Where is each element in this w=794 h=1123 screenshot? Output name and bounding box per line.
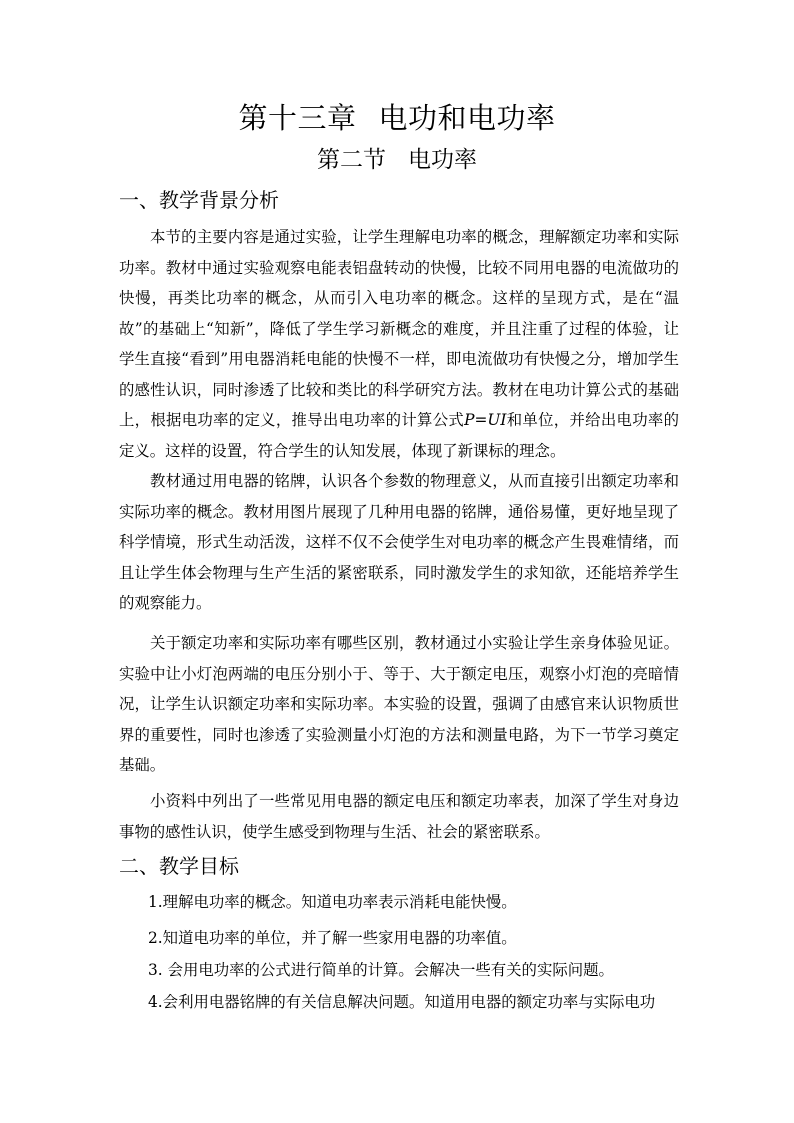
section-number: 第二节 [317, 147, 386, 173]
goal-item: 4.会利用电器铭牌的有关信息解决问题。知道用电器的额定功率与实际电功 [148, 993, 656, 1011]
formula-power: P=UI [464, 411, 507, 429]
section-title [0, 144, 794, 176]
paragraph-1 [119, 222, 679, 466]
goal-item: 2.知道电功率的单位，并了解一些家用电器的功率值。 [148, 929, 517, 947]
chapter-number: 第十三章 [238, 101, 357, 135]
heading-teaching-goals: 二、教学目标 [119, 854, 239, 878]
chapter-name: 电功和电功率 [378, 101, 556, 135]
paragraph-1-tail: 和单位，并给出电功率的定义。这样的设置，符合学生的认知发展，体现了新课标的理念。 [119, 411, 679, 460]
section-name: 电功率 [408, 147, 477, 173]
goal-item: 1.理解电功率的概念。知道电功率表示消耗电能快慢。 [148, 893, 517, 911]
goal-item: 3. 会用电功率的公式进行简单的计算。会解决一些有关的实际问题。 [148, 961, 614, 979]
heading-teaching-background: 一、教学背景分析 [119, 188, 279, 212]
paragraph-3: 关于额定功率和实际功率有哪些区别，教材通过小实验让学生亲身体验见证。实验中让小灯泡两端的电压分别小于、等于、大于额定电压，观察小灯泡的亮暗情况，让学生认识额定功率和实际功率。本实验的设置，强调了由感官来认识物质世界的重要性，同时也渗透了实验测量小灯泡的方法和测量电路，为下一节学习奠定基础。 [119, 634, 679, 774]
chapter-title [0, 98, 794, 138]
paragraph-1-text: 本节的主要内容是通过实验，让学生理解电功率的概念，理解额定功率和实际功率。教材中通过实验观察电能表铝盘转动的快慢，比较不同用电器的电流做功的快慢，再类比功率的概念，从而引入电功率的概念。这样的呈现方式，是在“温故”的基础上“知新”，降低了学生学习新概念的难度，并且注重了过程的体验，让学生直接“看到”用电器消耗电能的快慢不一样，即电流做功有快慢之分，增加学生的感性认识，同时渗透了比较和类比的科学研究方法。教材在电功计算公式的基础上，根据电功率的定义，推导出电功率的计算公式 [119, 228, 679, 429]
paragraph-2: 教材通过用电器的铭牌，认识各个参数的物理意义，从而直接引出额定功率和实际功率的概念。教材用图片展现了几种用电器的铭牌，通俗易懂，更好地呈现了科学情境，形式生动活泼，这样不仅不会使学生对电功率的概念产生畏难情绪，而且让学生体会物理与生产生活的紧密联系，同时激发学生的求知欲，还能培养学生的观察能力。 [119, 472, 679, 612]
paragraph-4: 小资料中列出了一些常见用电器的额定电压和额定功率表，加深了学生对身边事物的感性认识，使学生感受到物理与生活、社会的紧密联系。 [119, 792, 679, 841]
